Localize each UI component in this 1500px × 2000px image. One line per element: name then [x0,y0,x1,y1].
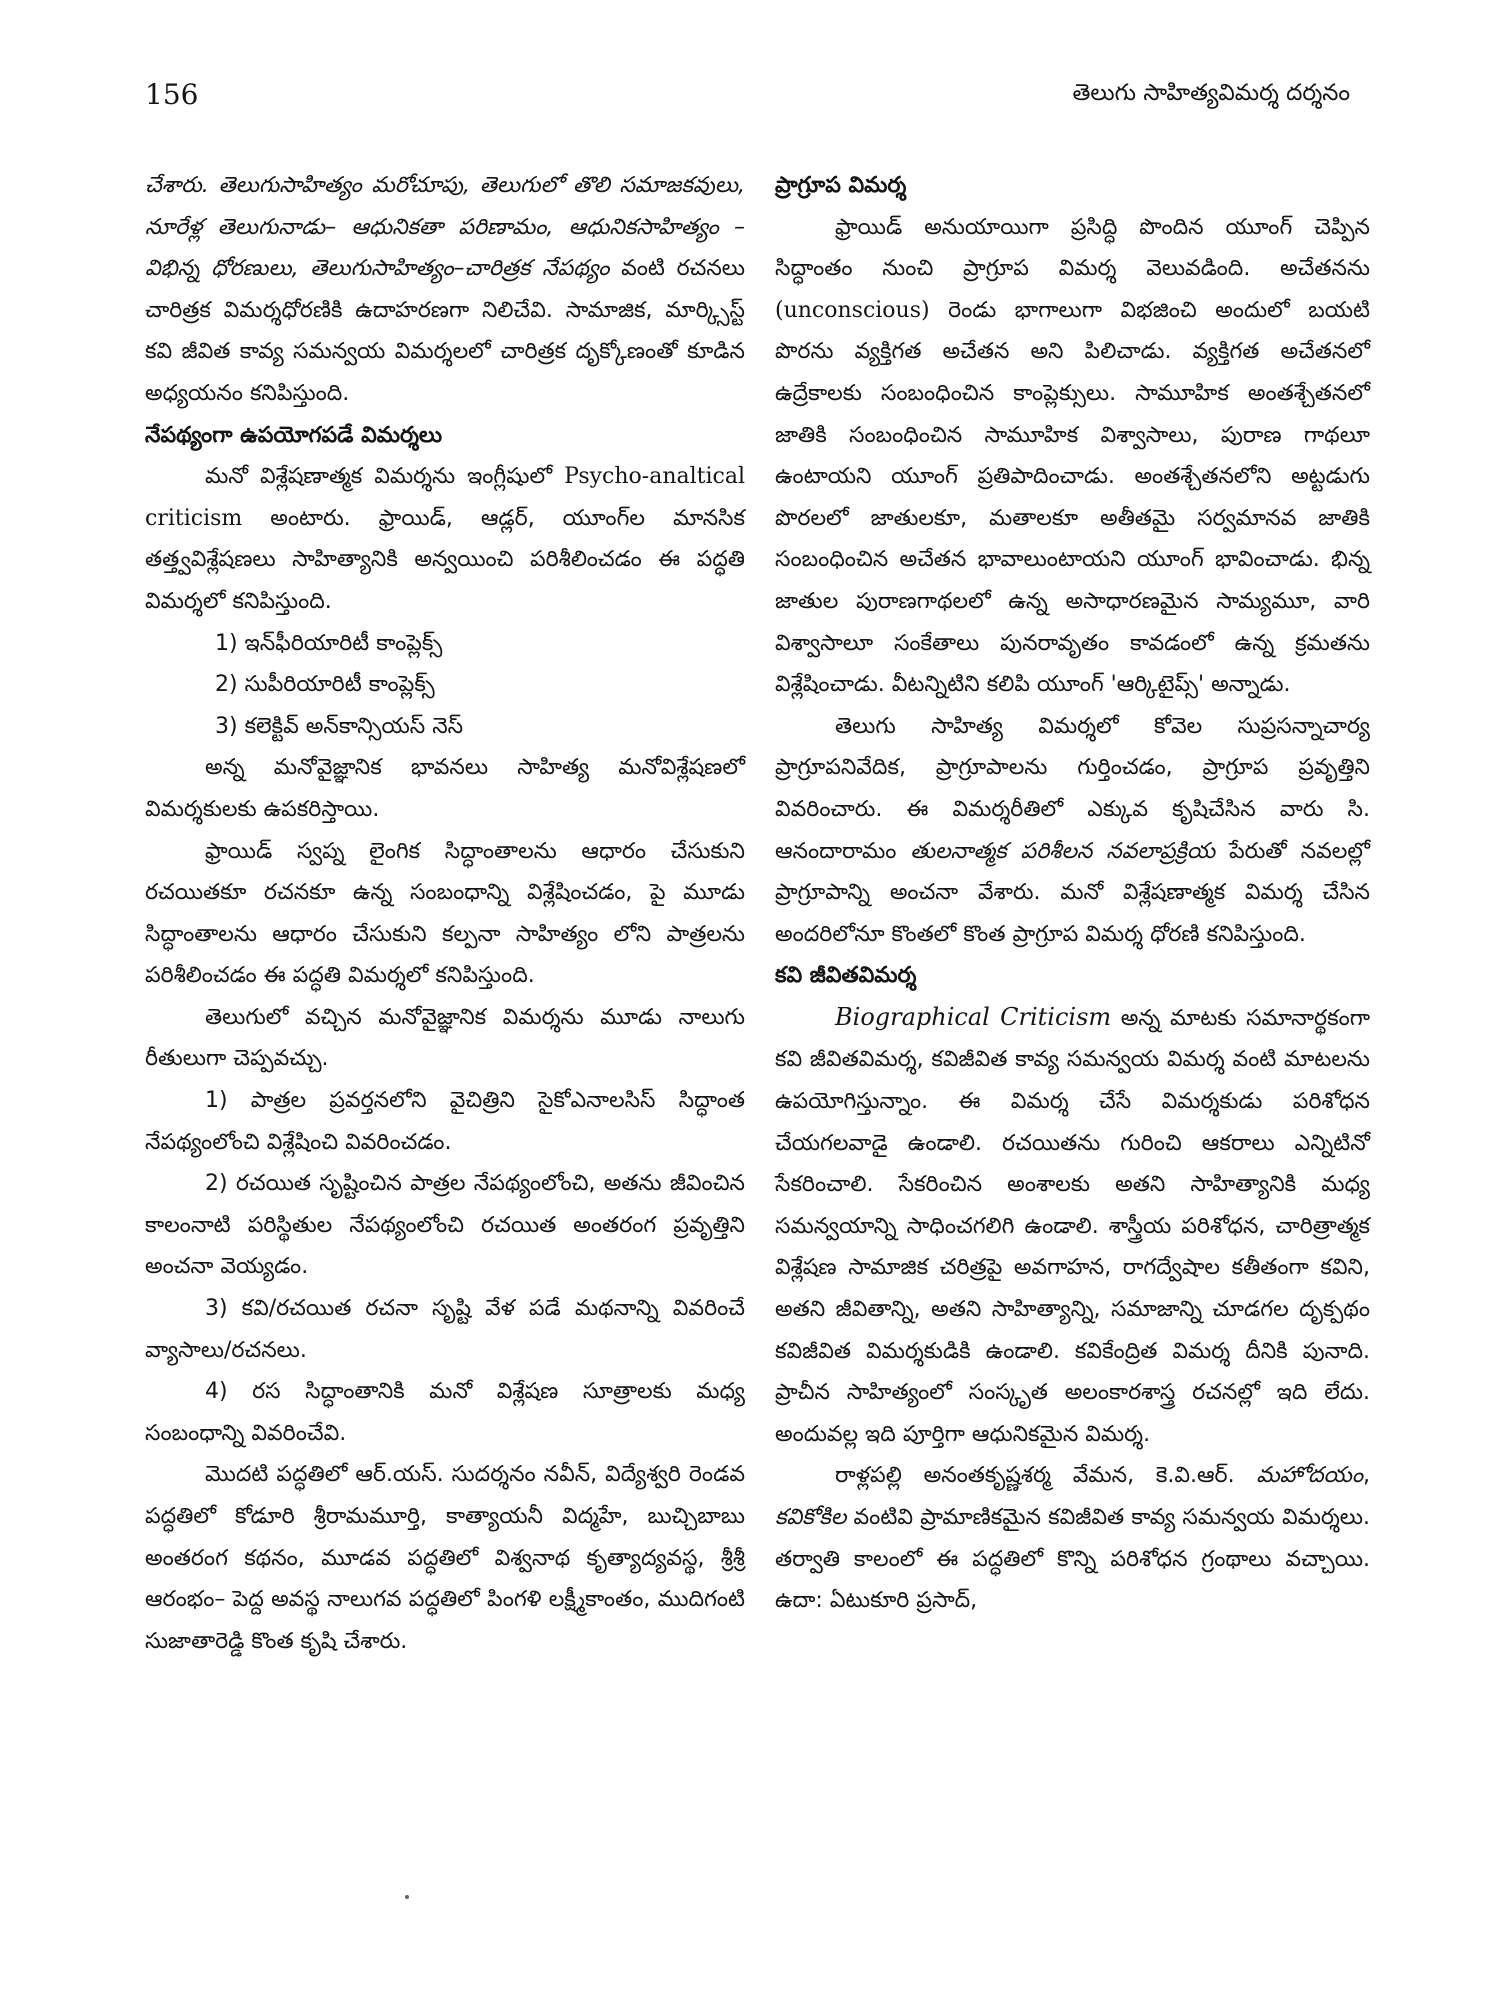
paragraph: అన్న మనోవైజ్ఞానిక భావనలు సాహిత్య మనోవిశ్లేషణలో విమర్శకులకు ఉపకరిస్తాయి. [145,755,745,822]
paragraph-text: ఫ్రాయిడ్ అనుయాయిగా ప్రసిద్ధి పొందిన యూంగ్ చెప్పిన సిద్ధాంతం నుంచి ప్రాగ్రూప విమర్శ వెలువడింది. అచేతనను [775,214,1370,282]
book-title: మహోదయం [1256,1463,1363,1489]
page-number: 156 [145,78,199,111]
paragraph-text: అంటారు. ఫ్రాయిడ్, ఆడ్లర్, యూంగ్‌ల మానసిక తత్త్వవిశ్లేషణలు సాహిత్యానికి అన్వయించి పరిశీలించడం ఈ పద్ధతి విమర్శలో కనిపిస్తుంది. [145,505,745,614]
left-column [145,165,745,1662]
book-titles: చేశారు. తెలుగుసాహిత్యం మరోచూపు, తెలుగులో తొలి సమాజకవులు, నూరేళ్ల తెలుగునాడు– ఆధునికతా పరిణామం, ఆధునికసాహిత్యం – విభిన్న ధోరణులు, తెలుగుసాహిత్యం–చారిత్రక నేపథ్యం [145,173,745,282]
paragraph [145,165,745,415]
paragraph [775,706,1370,956]
list-item: 1) ఇన్‌ఫీరియారిటీ కాంప్లెక్స్ [215,630,443,656]
paragraph [775,1455,1370,1621]
list-item: 1) పాత్రల ప్రవర్తనలోని వైచిత్రిని సైకోఎనాలసిస్ సిద్ధాంత నేపథ్యంలోంచి విశ్లేషించి వివరించడం. [145,1088,745,1155]
section-heading-background-criticism: నేపథ్యంగా ఉపయోగపడే విమర్శలు [145,422,443,448]
paragraph-text: వంటి రచనలు చారిత్రక విమర్శధోరణికి ఉదాహరణగా నిలిచేవి. సామాజిక, మార్క్సిస్ట్ కవి జీవిత కావ్య సమన్వయ విమర్శలలో చారిత్రక దృక్కోణంతో కూడిన అధ్యయనం కనిపిస్తుంది. [145,256,746,406]
list-item: 2) రచయిత సృష్టించిన పాత్రల నేపథ్యంలోంచి, అతను జీవించిన కాలంనాటి పరిస్థితుల నేపథ్యంలోంచి రచయిత అంతరంగ ప్రవృత్తిని అంచనా వెయ్యడం. [145,1171,745,1280]
print-speck [405,1895,409,1899]
paragraph-text: తెలుగు సాహిత్య విమర్శలో కోవెల సుప్రసన్నాచార్య ప్రాగ్రూపనివేదిక, ప్రాగ్రూపాలను గుర్తించడం, ప్రాగ్రూప ప్రవృత్తిని వివరించారు. ఈ విమర్శరీతిలో ఎక్కువ కృషిచేసిన వారు సి. ఆనందారామం [775,713,1370,864]
english-term: Biographical Criticism [835,1002,1112,1031]
running-title: తెలుగు సాహిత్యవిమర్శ దర్శనం [1072,80,1350,106]
paragraph [775,207,1370,706]
paragraph-text: అన్న మాటకు సమానార్థకంగా కవి జీవితవిమర్శ, కవిజీవిత కావ్య సమన్వయ విమర్శ వంటి మాటలను ఉపయోగిస్తున్నాం. ఈ విమర్శ చేసే విమర్శకుడు పరిశోధన చేయగలవాడై ఉండాలి. రచయితను గురించి ఆకరాలు ఎన్నిటినో సేకరించాలి. సేకరించిన అంశాలకు అతని సాహిత్యానికి మధ్య సమన్వయాన్ని సాధించగలిగి ఉండాలి. శాస్త్రీయ పరిశోధన, చారిత్రాత్మక విశ్లేషణ సామాజిక చరిత్రపై అవగాహన, రాగద్వేషాల కతీతంగా కవిని, అతని జీవితాన్ని, అతని సాహిత్యాన్ని, సమాజాన్ని చూడగల దృక్పథం కవిజీవిత విమర్శకుడికి ఉండాలి. కవికేంద్రిత విమర్శ దీనికి పునాది. ప్రాచీన సాహిత్యంలో సంస్కృత అలంకారశాస్త్ర రచనల్లో ఇది లేదు. అందువల్ల ఇది పూర్తిగా ఆధునికమైన విమర్శ. [775,1005,1370,1447]
paragraph-text: , [1363,1463,1370,1489]
paragraph-text: వంటివి ప్రామాణికమైన కవిజీవిత కావ్య సమన్వయ విమర్శలు. తర్వాతి కాలంలో ఈ పద్ధతిలో కొన్ని పరిశోధన గ్రంథాలు వచ్చాయి. ఉదా: ఏటుకూరి ప్రసాద్, [775,1505,1370,1614]
paragraph: మొదటి పద్ధతిలో ఆర్.యస్. సుదర్శనం నవీన్, విద్యేశ్వరి రెండవ పద్ధతిలో కోడూరి శ్రీరామమూర్తి, కాత్యాయనీ విద్మహే, బుచ్చిబాబు అంతరంగ కథనం, మూడవ పద్ధతిలో విశ్వనాథ కృత్యాద్యవస్థ, శ్రీశ్రీ ఆరంభం– పెద్ద అవస్థ నాలుగవ పద్ధతిలో పింగళి లక్ష్మీకాంతం, ముదిగంటి సుజాతారెడ్డి కొంత కృషి చేశారు. [145,1462,745,1654]
section-heading-archetypal-criticism: ప్రాగ్రూప విమర్శ [775,173,907,198]
paragraph-text: పేరుతో నవలల్లో ప్రాగ్రూపాన్ని అంచనా వేశారు. మనో విశ్లేషణాత్మక విమర్శ చేసిన అందరిలోనూ కొంతలో కొంత ప్రాగ్రూప విమర్శ ధోరణి కనిపిస్తుంది. [775,838,1370,947]
list-item: 2) సుపీరియారిటీ కాంప్లెక్స్ [215,672,435,698]
paragraph-text: రాళ్లపల్లి అనంతకృష్ణశర్మ వేమన, కె.వి.ఆర్. [835,1463,1257,1489]
paragraph-text: రెండు భాగాలుగా విభజించి అందులో బయటి పొరను వ్యక్తిగత అచేతన అని పిలిచాడు. వ్యక్తిగత అచేతనలో ఉద్రేకాలకు సంబంధించిన కాంప్లెక్సులు. సామూహిక అంతశ్చేతనలో జాతికి సంబంధించిన సామూహిక విశ్వాసాలు, పురాణ గాథలూ ఉంటాయని యూంగ్ ప్రతిపాదించాడు. అంతశ్చేతనలోని అట్టడుగు పొరలలో జాతులకూ, మతాలకూ అతీతమై సర్వమానవ జాతికి సంబంధించిన అచేతన భావాలుంటాయని యూంగ్ భావించాడు. భిన్న జాతుల పురాణగాథలలో ఉన్న అసాధారణమైన సామ్యమూ, వారి విశ్వాసాలూ సంకేతాలు పునరావృతం కావడంలో ఉన్న క్రమతను విశ్లేషించాడు. వీటన్నిటిని కలిపి యూంగ్ 'ఆర్కిటైప్స్' అన్నాడు. [775,297,1370,698]
paragraph: తెలుగులో వచ్చిన మనోవైజ్ఞానిక విమర్శను మూడు నాలుగు రీతులుగా చెప్పవచ్చు. [145,1004,745,1072]
list-item: 3) కవి/రచయిత రచనా సృష్టి వేళ పడే మథనాన్ని వివరించే వ్యాసాలు/రచనలు. [145,1296,745,1363]
list-item: 4) రస సిద్ధాంతానికి మనో విశ్లేషణ సూత్రాలకు మధ్య సంబంధాన్ని వివరించేవి. [145,1379,745,1446]
book-title: కవికోకిల [775,1505,847,1530]
paragraph-text: మనో విశ్లేషణాత్మక విమర్శను ఇంగ్లీషులో [205,464,565,490]
section-heading-biographical-criticism: కవి జీవితవిమర్శ [775,963,917,989]
list-item: 3) కలెక్టివ్ అన్‌కాన్సియస్ నెస్ [215,713,464,739]
english-term: (unconscious) [775,297,930,323]
book-title: తులనాత్మక పరిశీలన నవలాప్రక్రియ [910,838,1216,864]
paragraph [775,997,1370,1456]
paragraph [145,456,745,622]
paragraph: ఫ్రాయిడ్ స్వప్న లైంగిక సిద్ధాంతాలను ఆధారం చేసుకుని రచయితకూ రచనకూ ఉన్న సంబంధాన్ని విశ్లేషించడం, పై మూడు సిద్ధాంతాలను ఆధారం చేసుకుని కల్పనా సాహిత్యం లోని పాత్రలను పరిశీలించడం ఈ పద్ధతి విమర్శలో కనిపిస్తుంది. [145,838,745,989]
english-term: Psycho-analtical criticism [145,464,745,531]
right-column [775,165,1370,1622]
